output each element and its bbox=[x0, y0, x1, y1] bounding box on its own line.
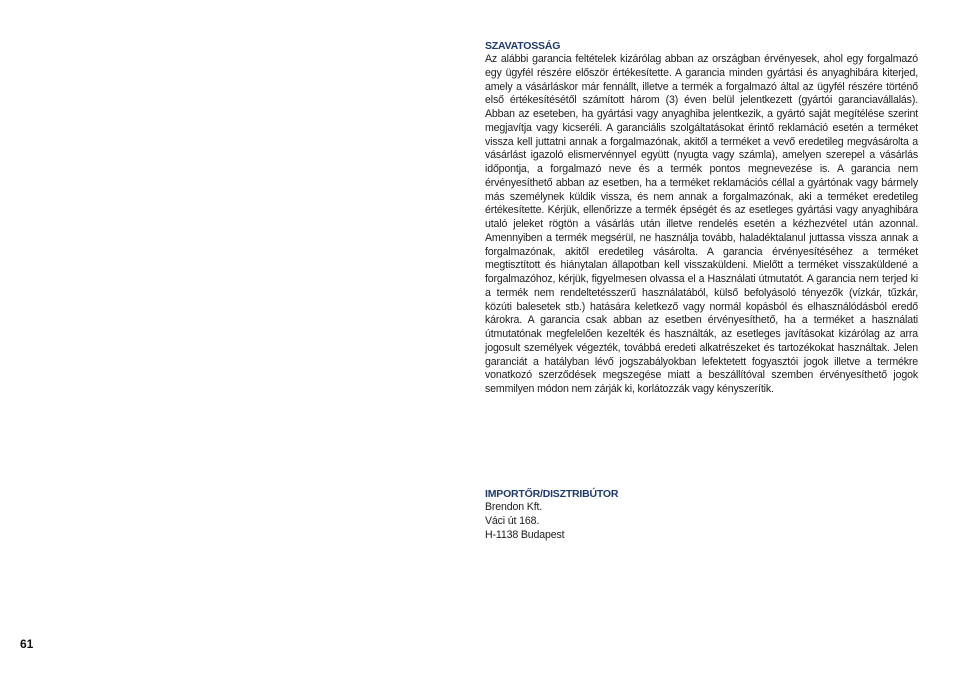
warranty-heading: SZAVATOSSÁG bbox=[485, 40, 561, 52]
page-number: 61 bbox=[20, 637, 34, 651]
importer-heading: IMPORTŐR/DISZTRIBÚTOR bbox=[485, 488, 619, 500]
importer-company-name: Brendon Kft. bbox=[485, 501, 543, 513]
warranty-body-text: Az alábbi garancia feltételek kizárólag abban az országban érvényesek, ahol egy forgalmazó egy ügyfél részére először értékesítette. A garancia minden gyártási és anyaghibára kiterjed, amely a vásárláskor már fennállt, illetve a termék a forgalmazó által az ügyfél részére történő első értékesítésétől számított három (3) éven belül jelentkezett (gyártói garanciavállalás). Abban az eseteben, ha gyártási vagy anyaghiba jelentkezik, a gyártó saját megítélése szerint megjavítja vagy kicseréli. A garanciális szolgáltatásokat érintő reklamáció esetén a terméket vissza kell juttatni annak a forgalmazónak, akitől a terméket a vevő eredetileg megvásárolta a vásárlást igazoló elismervénnyel együtt (nyugta vagy számla), amelyen szerepel a vásárlás időpontja, a forgalmazó neve és a termék pontos megnevezése is. A garancia nem érvényesíthető abban az esetben, ha a terméket reklamációs céllal a gyártónak vagy bármely más személynek küldik vissza, és nem annak a forgalmazónak, aki a terméket eredetileg értékesítette. Kérjük, ellenőrizze a termék épségét és az esetleges gyártási vagy anyaghibára utaló jeleket rögtön a vásárlás után illetve rendelés esetén a kézhezvétel után azonnal. Amennyiben a termék megsérül, ne használja tovább, haladéktalanul juttassa vissza annak a forgalmazónak, akitől eredetileg vásárolta. A garancia érvényesítéséhez a terméket megtisztított és hiánytalan állapotban kell visszaküldeni. Mielőtt a terméket visszaküldené a forgalmazóhoz, kérjük, figyelmesen olvassa el a Használati útmutatót. A garancia nem terjed ki a termék nem rendeltetésszerű használatából, külső befolyásoló tényezők (vízkár, tűzkár, közúti balesetek stb.) hatására keletkező vagy normál kopásból és elhasználódásból eredő károkra. A garancia csak abban az esetben érvényesíthető, ha a terméket a használati útmutatónak megfelelően kezelték és használták, az esetleges javításokat kizárólag az arra jogosult személyek végezték, továbbá eredeti alkatrészeket és tartozékokat használtak. Jelen garanciát a hatályban lévő jogszabályokban lefektetett fogyasztói jogok illetve a termékre vonatkozó szerződések megszegése miatt a beszállítóval szemben érvényesíthető jogok semmilyen módon nem zárják ki, korlátozzák vagy kényszerítik. bbox=[485, 53, 918, 395]
importer-section bbox=[485, 488, 918, 542]
importer-city-address: H-1138 Budapest bbox=[485, 528, 565, 541]
warranty-section bbox=[485, 40, 918, 397]
importer-street-address: Váci út 168. bbox=[485, 514, 540, 527]
